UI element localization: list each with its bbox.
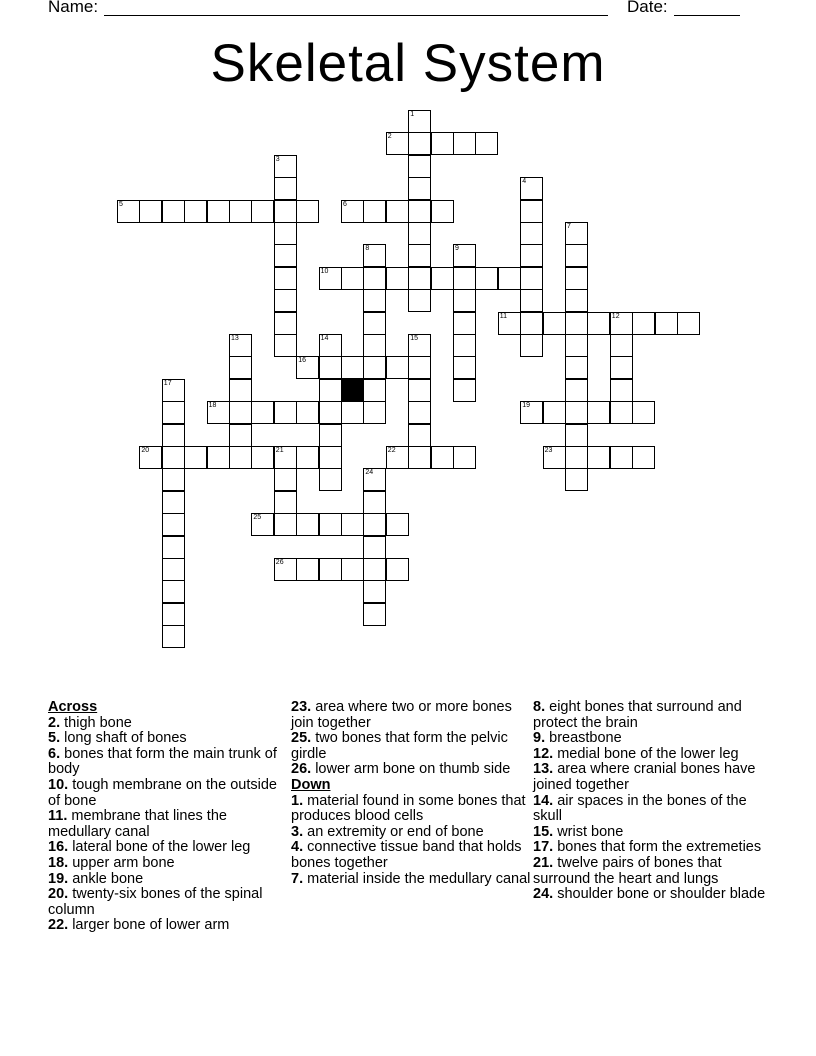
clue-down-14: 14. air spaces in the bones of the skull: [533, 792, 747, 825]
crossword-cell[interactable]: [274, 468, 297, 491]
crossword-cell[interactable]: [565, 424, 588, 447]
crossword-cell[interactable]: [251, 513, 274, 536]
cell-number: 13: [231, 335, 239, 342]
crossword-cell[interactable]: [386, 132, 409, 155]
clue-across-22: 22. larger bone of lower arm: [48, 917, 230, 934]
crossword-cell[interactable]: [319, 379, 342, 402]
crossword-cell[interactable]: [341, 267, 364, 290]
clue-across-11: 11. membrane that lines the medullary canal: [48, 808, 227, 840]
crossword-cell[interactable]: [453, 379, 476, 402]
clue-down-7: 7. material inside the medullary canal: [291, 870, 531, 887]
crossword-cell[interactable]: [274, 222, 297, 245]
crossword-cell[interactable]: [565, 312, 588, 335]
crossword-cell[interactable]: [431, 132, 454, 155]
clue-down-21: 21. twelve pairs of bones that surround the heart and lungs: [533, 854, 722, 887]
clue-across-26: 26. lower arm bone on thumb side: [291, 761, 511, 778]
crossword-cell[interactable]: [520, 334, 543, 357]
cell-number: 25: [253, 514, 262, 522]
cell-number: 6: [343, 200, 347, 208]
crossword-cell[interactable]: [363, 401, 386, 424]
crossword-black-cell: [341, 379, 364, 402]
crossword-cell[interactable]: [274, 491, 297, 514]
crossword-cell[interactable]: [520, 267, 543, 290]
crossword-cell[interactable]: [610, 446, 633, 469]
crossword-cell[interactable]: [363, 334, 386, 357]
crossword-cell[interactable]: [274, 200, 297, 223]
clue-down-24: 24. shoulder bone or shoulder blade: [533, 886, 766, 903]
crossword-cell[interactable]: [453, 334, 476, 357]
crossword-cell[interactable]: [363, 491, 386, 514]
crossword-cell[interactable]: [408, 155, 431, 178]
cell-number: 23: [544, 447, 553, 454]
crossword-cell[interactable]: [207, 446, 230, 469]
cell-number: 17: [163, 379, 172, 387]
crossword-cell[interactable]: [610, 379, 633, 402]
crossword-cell[interactable]: [363, 580, 386, 603]
clue-across-10: 10. tough membrane on the outside of bone: [48, 776, 277, 809]
crossword-cell[interactable]: [229, 356, 252, 379]
crossword-cell[interactable]: [162, 379, 185, 402]
crossword-cell[interactable]: [341, 200, 364, 223]
crossword-cell[interactable]: [431, 200, 454, 223]
crossword-cell[interactable]: [274, 244, 297, 267]
date-label: Date:: [627, 0, 668, 16]
crossword-cell[interactable]: [408, 110, 431, 133]
crossword-cell[interactable]: [386, 267, 409, 290]
crossword-cell[interactable]: [319, 424, 342, 447]
crossword-cell[interactable]: [363, 200, 386, 223]
crossword-cell[interactable]: [431, 267, 454, 290]
crossword-cell[interactable]: [520, 200, 543, 223]
crossword-cell[interactable]: [274, 267, 297, 290]
crossword-cell[interactable]: [162, 401, 185, 424]
clue-across-19: 19. ankle bone: [48, 870, 144, 887]
crossword-cell[interactable]: [229, 401, 252, 424]
crossword-cell[interactable]: [274, 558, 297, 581]
crossword-cell[interactable]: [565, 468, 588, 491]
down-heading: Down: [291, 776, 331, 793]
crossword-cell[interactable]: [319, 558, 342, 581]
crossword-cell[interactable]: [363, 379, 386, 402]
crossword-cell[interactable]: [229, 424, 252, 447]
crossword-cell[interactable]: [162, 625, 185, 648]
crossword-cell[interactable]: [162, 513, 185, 536]
crossword-cell[interactable]: [565, 379, 588, 402]
crossword-cell[interactable]: [655, 312, 678, 335]
clue-across-20: 20. twenty-six bones of the spinal column: [48, 886, 263, 918]
cell-number: 21: [275, 447, 284, 454]
crossword-cell[interactable]: [162, 200, 185, 223]
crossword-cell[interactable]: [408, 177, 431, 200]
crossword-cell[interactable]: [363, 289, 386, 312]
crossword-cell[interactable]: [408, 334, 431, 357]
crossword-cell[interactable]: [408, 289, 431, 312]
crossword-cell[interactable]: [386, 200, 409, 223]
crossword-cell[interactable]: [431, 446, 454, 469]
crossword-cell[interactable]: [610, 356, 633, 379]
crossword-cell[interactable]: [162, 446, 185, 469]
clue-across-2: 2. thigh bone: [48, 714, 132, 731]
crossword-cell[interactable]: [319, 446, 342, 469]
crossword-cell[interactable]: [677, 312, 700, 335]
crossword-cell[interactable]: [453, 312, 476, 335]
crossword-cell[interactable]: [520, 401, 543, 424]
crossword-cell[interactable]: [587, 446, 610, 469]
crossword-cell[interactable]: [453, 132, 476, 155]
crossword-cell[interactable]: [386, 446, 409, 469]
crossword-cell[interactable]: [341, 513, 364, 536]
crossword-cell[interactable]: [184, 200, 207, 223]
crossword-cell[interactable]: [565, 244, 588, 267]
crossword-cell[interactable]: [296, 513, 319, 536]
page-title: Skeletal System: [210, 34, 606, 93]
crossword-cell[interactable]: [363, 513, 386, 536]
crossword-cell[interactable]: [162, 580, 185, 603]
cell-number: 20: [141, 447, 150, 454]
crossword-cell[interactable]: [408, 379, 431, 402]
crossword-cell[interactable]: [274, 334, 297, 357]
clue-down-9: 9. breastbone: [533, 730, 622, 747]
crossword-cell[interactable]: [543, 401, 566, 424]
crossword-cell[interactable]: [475, 267, 498, 290]
crossword-cell[interactable]: [274, 155, 297, 178]
crossword-cell[interactable]: [610, 312, 633, 335]
clue-column-1: [48, 700, 278, 934]
clue-down-15: 15. wrist bone: [533, 823, 624, 840]
crossword-cell[interactable]: [296, 401, 319, 424]
cell-number: 4: [522, 178, 527, 186]
crossword-cell[interactable]: [229, 200, 252, 223]
crossword-cell[interactable]: [207, 200, 230, 223]
cell-number: 15: [410, 335, 418, 342]
crossword-cell[interactable]: [162, 424, 185, 447]
crossword-cell[interactable]: [296, 446, 319, 469]
cell-number: 5: [119, 200, 123, 208]
crossword-cell[interactable]: [251, 401, 274, 424]
cell-number: 12: [611, 312, 620, 320]
cell-number: 9: [455, 245, 459, 253]
crossword-cell[interactable]: [408, 222, 431, 245]
crossword-cell[interactable]: [453, 356, 476, 379]
crossword-cell[interactable]: [632, 401, 655, 424]
crossword-cell[interactable]: [229, 379, 252, 402]
cell-number: 26: [275, 559, 284, 566]
crossword-cell[interactable]: [587, 312, 610, 335]
crossword-cell[interactable]: [408, 401, 431, 424]
clue-across-6: 6. bones that form the main trunk of body: [48, 745, 277, 778]
cell-number: 18: [208, 402, 217, 410]
clue-down-12: 12. medial bone of the lower leg: [533, 745, 739, 762]
crossword-cell[interactable]: [319, 513, 342, 536]
cell-number: 24: [365, 469, 374, 477]
crossword-cell[interactable]: [408, 446, 431, 469]
crossword-cell[interactable]: [274, 177, 297, 200]
crossword-cell[interactable]: [319, 401, 342, 424]
crossword-cell[interactable]: [162, 536, 185, 559]
cell-number: 10: [320, 267, 329, 275]
crossword-cell[interactable]: [543, 312, 566, 335]
crossword-cell[interactable]: [274, 312, 297, 335]
clue-across-16: 16. lateral bone of the lower leg: [48, 839, 251, 856]
crossword-cell[interactable]: [520, 244, 543, 267]
crossword-cell[interactable]: [363, 536, 386, 559]
crossword-cell[interactable]: [565, 222, 588, 245]
crossword-cell[interactable]: [543, 446, 566, 469]
crossword-cell[interactable]: [341, 558, 364, 581]
crossword-cell[interactable]: [341, 356, 364, 379]
crossword-cell[interactable]: [296, 356, 319, 379]
crossword-cell[interactable]: [475, 132, 498, 155]
crossword-cell[interactable]: [229, 446, 252, 469]
name-label: Name:: [48, 0, 99, 16]
crossword-cell[interactable]: [341, 401, 364, 424]
crossword-cell[interactable]: [363, 558, 386, 581]
crossword-cell[interactable]: [296, 200, 319, 223]
crossword-cell[interactable]: [632, 446, 655, 469]
crossword-cell[interactable]: [251, 446, 274, 469]
cell-number: 22: [387, 447, 396, 454]
clue-down-13: 13. area where cranial bones have joined together: [533, 761, 756, 793]
clue-down-3: 3. an extremity or end of bone: [291, 823, 484, 840]
crossword-cell[interactable]: [162, 491, 185, 514]
crossword-cell[interactable]: [162, 603, 185, 626]
crossword-cell[interactable]: [117, 200, 140, 223]
crossword-cell[interactable]: [565, 267, 588, 290]
crossword-cell[interactable]: [610, 401, 633, 424]
crossword-cell[interactable]: [520, 177, 543, 200]
cell-number: 19: [522, 402, 530, 410]
crossword-cell[interactable]: [408, 132, 431, 155]
crossword-cell[interactable]: [229, 334, 252, 357]
crossword-cell[interactable]: [363, 267, 386, 290]
crossword-cell[interactable]: [453, 446, 476, 469]
across-heading: Across: [48, 699, 98, 715]
crossword-cell[interactable]: [565, 334, 588, 357]
cell-number: 7: [567, 223, 571, 230]
crossword-cell[interactable]: [363, 244, 386, 267]
crossword-cell[interactable]: [139, 200, 162, 223]
crossword-cell[interactable]: [520, 289, 543, 312]
crossword-cell[interactable]: [162, 468, 185, 491]
crossword-cell[interactable]: [453, 289, 476, 312]
crossword-cell[interactable]: [610, 334, 633, 357]
crossword-cell[interactable]: [319, 468, 342, 491]
clue-column-3: [533, 700, 773, 903]
clue-down-17: 17. bones that form the extremeties: [533, 839, 762, 856]
cell-number: 2: [387, 133, 392, 141]
crossword-cell[interactable]: [274, 446, 297, 469]
crossword-cell[interactable]: [319, 334, 342, 357]
clue-down-4: 4. connective tissue band that holds bones together: [291, 839, 522, 871]
crossword-cell[interactable]: [453, 267, 476, 290]
crossword-cell[interactable]: [363, 603, 386, 626]
crossword-cell[interactable]: [319, 356, 342, 379]
clue-across-18: 18. upper arm bone: [48, 854, 175, 871]
clue-across-25: 25. two bones that form the pelvic girdle: [291, 730, 508, 762]
clue-down-1: 1. material found in some bones that produces blood cells: [291, 792, 526, 825]
clue-across-5: 5. long shaft of bones: [48, 730, 187, 747]
crossword-cell[interactable]: [408, 200, 431, 223]
crossword-cell[interactable]: [274, 401, 297, 424]
clue-across-23: 23. area where two or more bones join together: [291, 699, 512, 731]
cell-number: 8: [365, 245, 370, 253]
crossword-cell[interactable]: [565, 401, 588, 424]
crossword-cell[interactable]: [162, 558, 185, 581]
crossword-cell[interactable]: [207, 401, 230, 424]
crossword-cell[interactable]: [408, 267, 431, 290]
crossword-cell[interactable]: [296, 558, 319, 581]
cell-number: 16: [298, 357, 306, 365]
crossword-cell[interactable]: [363, 468, 386, 491]
clue-column-2: [291, 700, 531, 887]
crossword-cell[interactable]: [453, 244, 476, 267]
cell-number: 3: [275, 155, 280, 163]
crossword-cell[interactable]: [386, 513, 409, 536]
crossword-cell[interactable]: [386, 356, 409, 379]
crossword-cell[interactable]: [408, 424, 431, 447]
crossword-cell[interactable]: [363, 312, 386, 335]
cell-number: 11: [499, 312, 508, 320]
crossword-cell[interactable]: [386, 558, 409, 581]
crossword-cell[interactable]: [274, 289, 297, 312]
crossword-cell[interactable]: [565, 446, 588, 469]
crossword-cell[interactable]: [520, 222, 543, 245]
crossword-cell[interactable]: [498, 267, 521, 290]
cell-number: 14: [320, 335, 329, 342]
crossword-cell[interactable]: [632, 312, 655, 335]
crossword-cell[interactable]: [251, 200, 274, 223]
crossword-cell[interactable]: [565, 356, 588, 379]
crossword-cell[interactable]: [520, 312, 543, 335]
crossword-cell[interactable]: [184, 446, 207, 469]
crossword-cell[interactable]: [408, 356, 431, 379]
crossword-cell[interactable]: [139, 446, 162, 469]
crossword-cell[interactable]: [587, 401, 610, 424]
crossword-cell[interactable]: [565, 289, 588, 312]
crossword-cell[interactable]: [363, 356, 386, 379]
crossword-cell[interactable]: [319, 267, 342, 290]
crossword-cell[interactable]: [408, 244, 431, 267]
cell-number: 1: [410, 111, 415, 118]
crossword-cell[interactable]: [498, 312, 521, 335]
clue-down-8: 8. eight bones that surround and protect the brain: [533, 699, 742, 731]
crossword-cell[interactable]: [274, 513, 297, 536]
